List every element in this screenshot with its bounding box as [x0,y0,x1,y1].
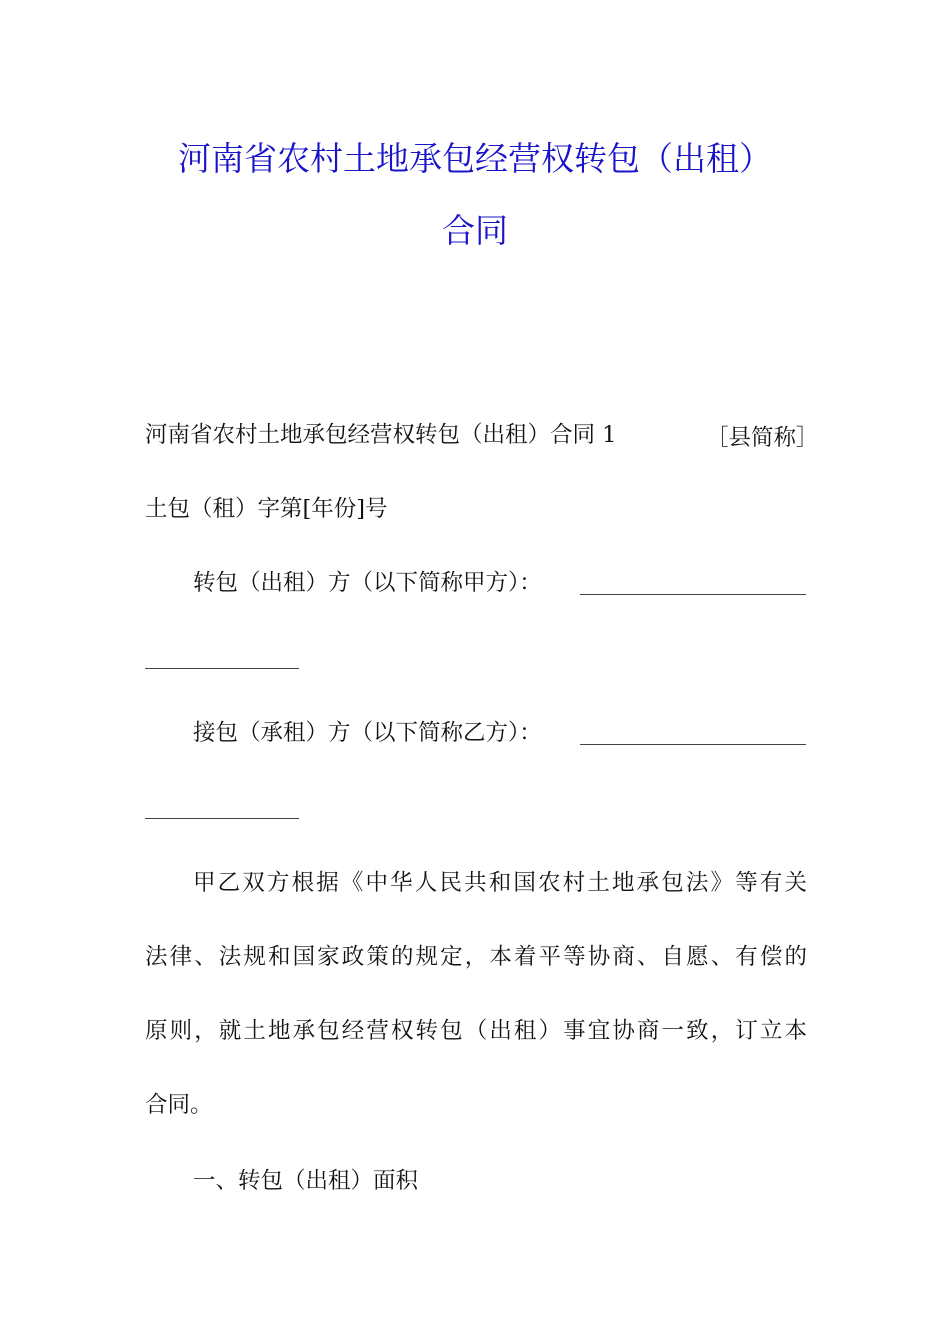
document-title-line-2: 合同 [442,211,508,250]
document-title-line-1: 河南省农村土地承包经营权转包（出租） [178,139,772,178]
preamble-line-2: 法律、法规和国家政策的规定，本着平等协商、自愿、有偿的 [145,944,807,970]
contract-reference-number-continued: 土包（租）字第[年份]号 [145,496,388,522]
section-1-heading: 一、转包（出租）面积 [193,1168,419,1194]
contract-reference-number: 河南省农村土地承包经营权转包（出租）合同 1 [145,422,617,448]
preamble-line-1: 甲乙双方根据《中华人民共和国农村土地承包法》等有关 [193,870,807,896]
party-a-label: 转包（出租）方（以下简称甲方）： [193,570,542,596]
party-a-blank-line-continued [145,668,299,669]
party-a-blank-line [580,594,806,595]
preamble-line-4: 合同。 [145,1092,213,1118]
party-b-blank-line-continued [145,818,299,819]
preamble-line-3: 原则，就土地承包经营权转包（出租）事宜协商一致，订立本 [145,1018,807,1044]
party-b-blank-line [580,744,806,745]
party-b-label: 接包（承租）方（以下简称乙方）： [193,720,542,746]
county-abbreviation-placeholder: ［县简称］ [706,425,819,451]
